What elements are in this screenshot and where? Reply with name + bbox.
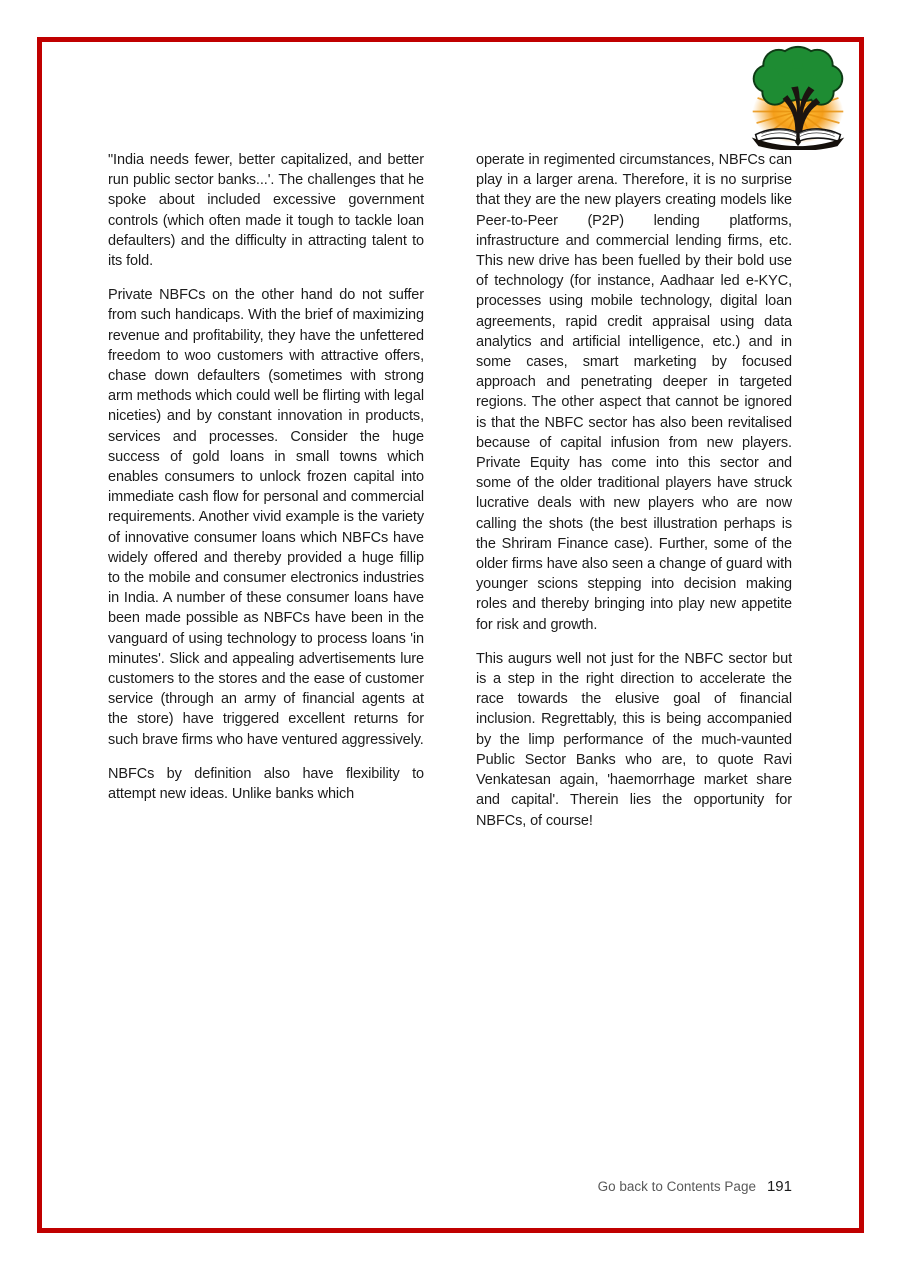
page-number: 191 bbox=[766, 1178, 792, 1195]
paragraph-nbfc-flexibility: NBFCs by definition also have flexibility to attempt new ideas. Unlike banks which bbox=[108, 765, 424, 803]
page-footer bbox=[598, 1178, 792, 1195]
paragraph-quote-psu-banks: "India needs fewer, better capitalized, and better run public sector banks...'. The challenges that he spoke about included excessive government controls (which often made it tough to tackle loan defaulters) and the difficulty in attracting talent to its fold. bbox=[108, 152, 424, 270]
left-column bbox=[108, 150, 424, 831]
tree-book-logo-icon bbox=[740, 44, 856, 150]
publisher-logo bbox=[740, 44, 856, 150]
go-back-to-contents-link[interactable]: Go back to Contents Page bbox=[597, 1179, 756, 1194]
two-column-text-body bbox=[108, 150, 792, 831]
paragraph-private-nbfcs: Private NBFCs on the other hand do not suffer from such handicaps. With the brief of maximizing revenue and profitability, they have the unfettered freedom to woo customers with attractive offers, chase down defaulters (sometimes with strong arm methods which could well be flirting with legal niceties) and by constant innovation in products, services and processes. Consider the huge success of gold loans in small towns which enables consumers to unlock frozen capital into immediate cash flow for personal and commercial requirements. Another vivid example is the variety of innovative consumer loans which NBFCs have widely offered and thereby provided a huge fillip to the mobile and consumer electronics industries in India. A number of these consumer loans have been made possible as NBFCs have been in the vanguard of using technology to process loans 'in minutes'. Slick and appealing advertisements lure customers to the stores and the ease of customer service (through an army of financial agents at the store) have triggered excellent returns for such brave firms who have ventured aggressively. bbox=[108, 287, 424, 748]
right-column bbox=[476, 150, 792, 831]
paragraph-financial-inclusion: This augurs well not just for the NBFC sector but is a step in the right direction to accelerate the race towards the elusive goal of financial inclusion. Regrettably, this is being accompanied by the limp performance of the much-vaunted Public Sector Banks who are, to quote Ravi Venkatesan again, 'haemorrhage market share and capital'. Therein lies the opportunity for NBFCs, of course! bbox=[476, 650, 792, 829]
paragraph-new-players-technology: operate in regimented circumstances, NBFCs can play in a larger arena. Therefore, it is no surprise that they are the new players creating models like Peer-to-Peer (P2P) lending platforms, infrastructure and commercial lending firms, etc. This new drive has been fuelled by their bold use of technology (for instance, Aadhaar led e-KYC, processes using mobile technology, digital loan agreements, rapid credit appraisal using data analytics and artificial intelligence, etc.) and in some cases, smart marketing by focused approach and penetrating deeper in targeted regions. The other aspect that cannot be ignored is that the NBFC sector has also been revitalised because of capital infusion from new players. Private Equity has come into this sector and some of the older traditional players have struck lucrative deals with new players who are now calling the shots (the best illustration perhaps is the Shriram Finance case). Further, some of the older firms have also seen a change of guard with younger scions stepping into decision making roles and thereby bringing into play new appetite for risk and growth. bbox=[476, 152, 792, 633]
